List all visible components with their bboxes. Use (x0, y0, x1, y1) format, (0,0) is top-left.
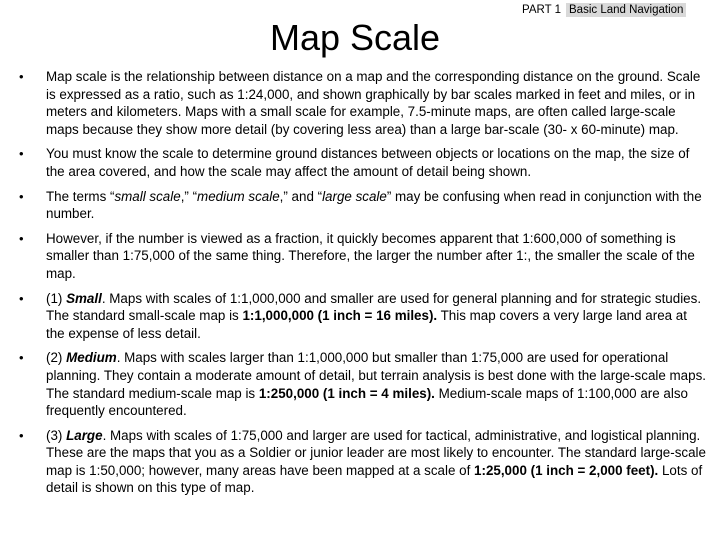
bullet-text-part: The terms “ (46, 188, 115, 204)
bullet-list (0, 68, 728, 504)
bullet-tail: This map covers a very large land area at the expense of less detail. (46, 308, 687, 341)
page-title (0, 18, 728, 58)
bullet-tail: Medium-scale maps of 1:100,000 are also frequently encountered. (46, 385, 688, 419)
term-large-scale: large scale (322, 188, 387, 204)
bullet-prefix: (3) (46, 427, 67, 443)
bullet-body: . Maps with scales of 1:1,000,000 and smaller are used for general planning and for strategic studies. The standard small-scale map is (46, 290, 702, 324)
term-medium-scale: medium scale (197, 188, 280, 204)
bullet-fraction (0, 230, 728, 283)
bullet-know-scale (0, 145, 728, 180)
bullet-text-part: ” may be confusing when read in conjunction with the number. (46, 188, 702, 222)
term-small-scale: small scale (114, 188, 181, 204)
section-badge: Basic Land Navigation (566, 3, 686, 17)
bullet-prefix: (2) (46, 350, 67, 366)
bullet-body: . Maps with scales larger than 1:1,000,000 but smaller than 1:75,000 are used for operational planning. They contain a moderate amount of detail, but terrain analysis is best done with the large-scale maps. The standard medium-scale map is (46, 350, 706, 401)
page-title-text: Map Scale (269, 17, 441, 58)
bullet-map-scale-definition (0, 68, 728, 138)
bullet-text: Map scale is the relationship between distance on a map and the corresponding distance on the ground. Scale is expressed as a ratio, such as 1:24,000, and shown graphically by bar scales marked in feet and miles, or in meters and kilometers. Maps with a small scale for example, 7.5-minute maps, are often called large-scale maps because they show more detail (by covering less area) than a large bar-scale (30- x 60-minute) map. (46, 69, 701, 137)
bullet-large-scale (0, 427, 728, 497)
bullet-body: . Maps with scales of 1:75,000 and larger are used for tactical, administrative, and logistical planning. These are the maps that you as a Soldier or junior leader are most likely to encounter. The standard large-scale map is 1:50,000; however, many areas have been mapped at a scale of (46, 427, 706, 478)
bullet-prefix: (1) (46, 290, 67, 306)
bullet-text: However, if the number is viewed as a fraction, it quickly becomes apparent that 1:600,000 of something is smaller than 1:75,000 of the same thing. Therefore, the larger the number after 1:, the smaller the scale of the map. (46, 230, 695, 281)
bullet-small-scale (0, 290, 728, 343)
bullet-text-part: ,” “ (180, 188, 198, 204)
section-header (522, 3, 686, 17)
standard-scale: 1:250,000 (1 inch = 4 miles). (258, 385, 435, 401)
term-small: Small (66, 290, 102, 306)
bullet-scale-terms (0, 188, 728, 223)
term-medium: Medium (66, 350, 117, 366)
bullet-medium-scale (0, 349, 728, 419)
bullet-text-part: ,” and “ (279, 188, 323, 204)
bullet-text: You must know the scale to determine ground distances between objects or locations on the map, the size of the area covered, and how the scale may affect the amount of detail being shown. (46, 146, 690, 179)
bullet-tail: Lots of detail is shown on this type of map. (46, 462, 703, 496)
term-large: Large (66, 427, 103, 443)
standard-scale: 1:25,000 (1 inch = 2,000 feet). (474, 462, 659, 478)
standard-scale: 1:1,000,000 (1 inch = 16 miles). (242, 308, 438, 324)
part-label: PART 1 (522, 4, 561, 16)
